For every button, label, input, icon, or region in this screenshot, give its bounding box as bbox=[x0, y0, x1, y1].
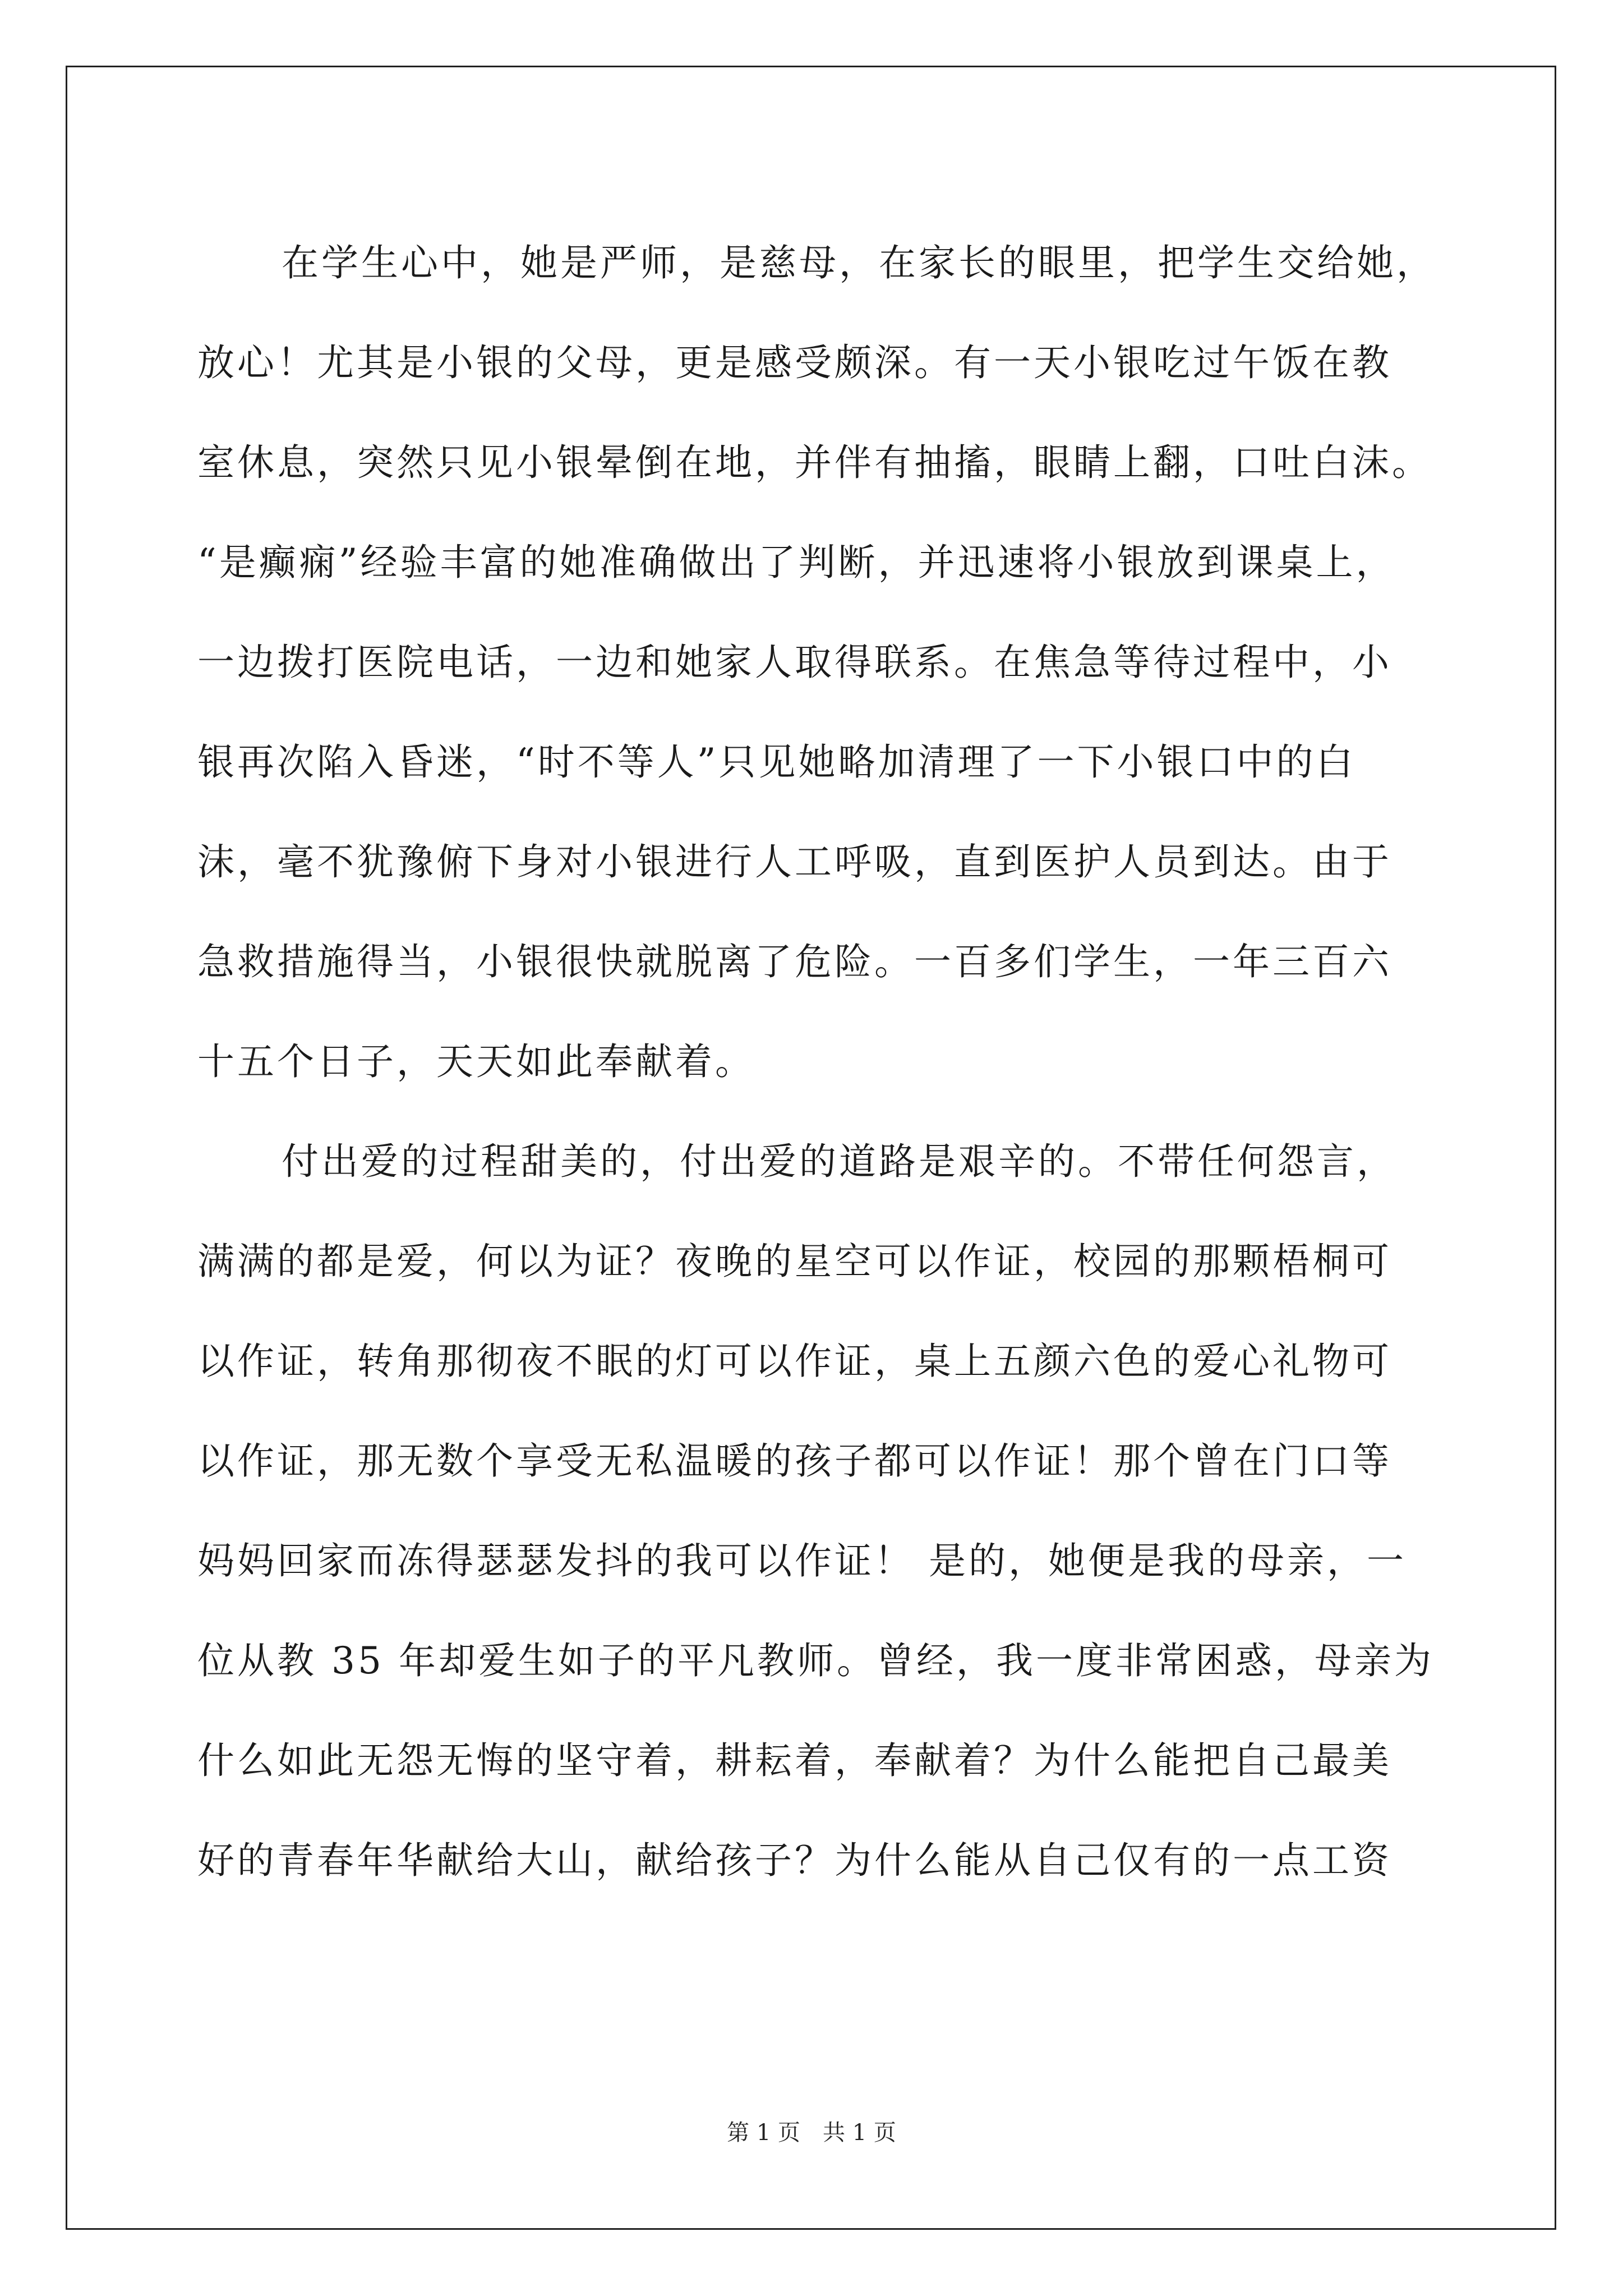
document-body bbox=[197, 213, 1436, 1911]
text-line: “是癫痫”经验丰富的她准确做出了判断，并迅速将小银放到课桌上， bbox=[197, 541, 1396, 584]
text-line: 位从教 35 年却爱生如子的平凡教师。曾经，我一度非常困惑，母亲为 bbox=[197, 1639, 1434, 1682]
text-line: 沫，毫不犹豫俯下身对小银进行人工呼吸，直到医护人员到达。由于 bbox=[197, 840, 1392, 884]
text-line: 妈妈回家而冻得瑟瑟发抖的我可以作证！ 是的，她便是我的母亲，一 bbox=[197, 1539, 1407, 1582]
text-line: 以作证，那无数个享受无私温暖的孩子都可以作证！那个曾在门口等 bbox=[197, 1439, 1392, 1483]
text-line: 室休息，突然只见小银晕倒在地，并伴有抽搐，眼睛上翻，口吐白沫。 bbox=[197, 441, 1432, 484]
text-line: 付出爱的过程甜美的，付出爱的道路是艰辛的。不带任何怨言， bbox=[282, 1140, 1396, 1183]
text-line: 十五个日子，天天如此奉献着。 bbox=[197, 1040, 755, 1083]
paragraph-1 bbox=[197, 213, 1436, 1112]
paragraph-2 bbox=[197, 1112, 1434, 1911]
text-line: 好的青春年华献给大山，献给孩子？为什么能从自己仅有的一点工资 bbox=[197, 1839, 1392, 1882]
text-line: 急救措施得当，小银很快就脱离了危险。一百多们学生，一年三百六 bbox=[197, 940, 1392, 983]
text-line: 放心！尤其是小银的父母，更是感受颇深。有一天小银吃过午饭在教 bbox=[197, 341, 1392, 384]
text-line: 在学生心中，她是严师，是慈母，在家长的眼里，把学生交给她， bbox=[282, 241, 1436, 284]
text-line: 满满的都是爱，何以为证？夜晚的星空可以作证，校园的那颗梧桐可 bbox=[197, 1240, 1392, 1283]
text-line: 什么如此无怨无悔的坚守着，耕耘着，奉献着？为什么能把自己最美 bbox=[197, 1739, 1392, 1782]
text-line: 银再次陷入昏迷，“时不等人”只见她略加清理了一下小银口中的白 bbox=[197, 740, 1356, 784]
page-number-footer: 第 1 页 共 1 页 bbox=[727, 2120, 896, 2146]
text-line: 一边拨打医院电话，一边和她家人取得联系。在焦急等待过程中，小 bbox=[197, 641, 1392, 684]
text-line: 以作证，转角那彻夜不眠的灯可以作证，桌上五颜六色的爱心礼物可 bbox=[197, 1340, 1392, 1383]
